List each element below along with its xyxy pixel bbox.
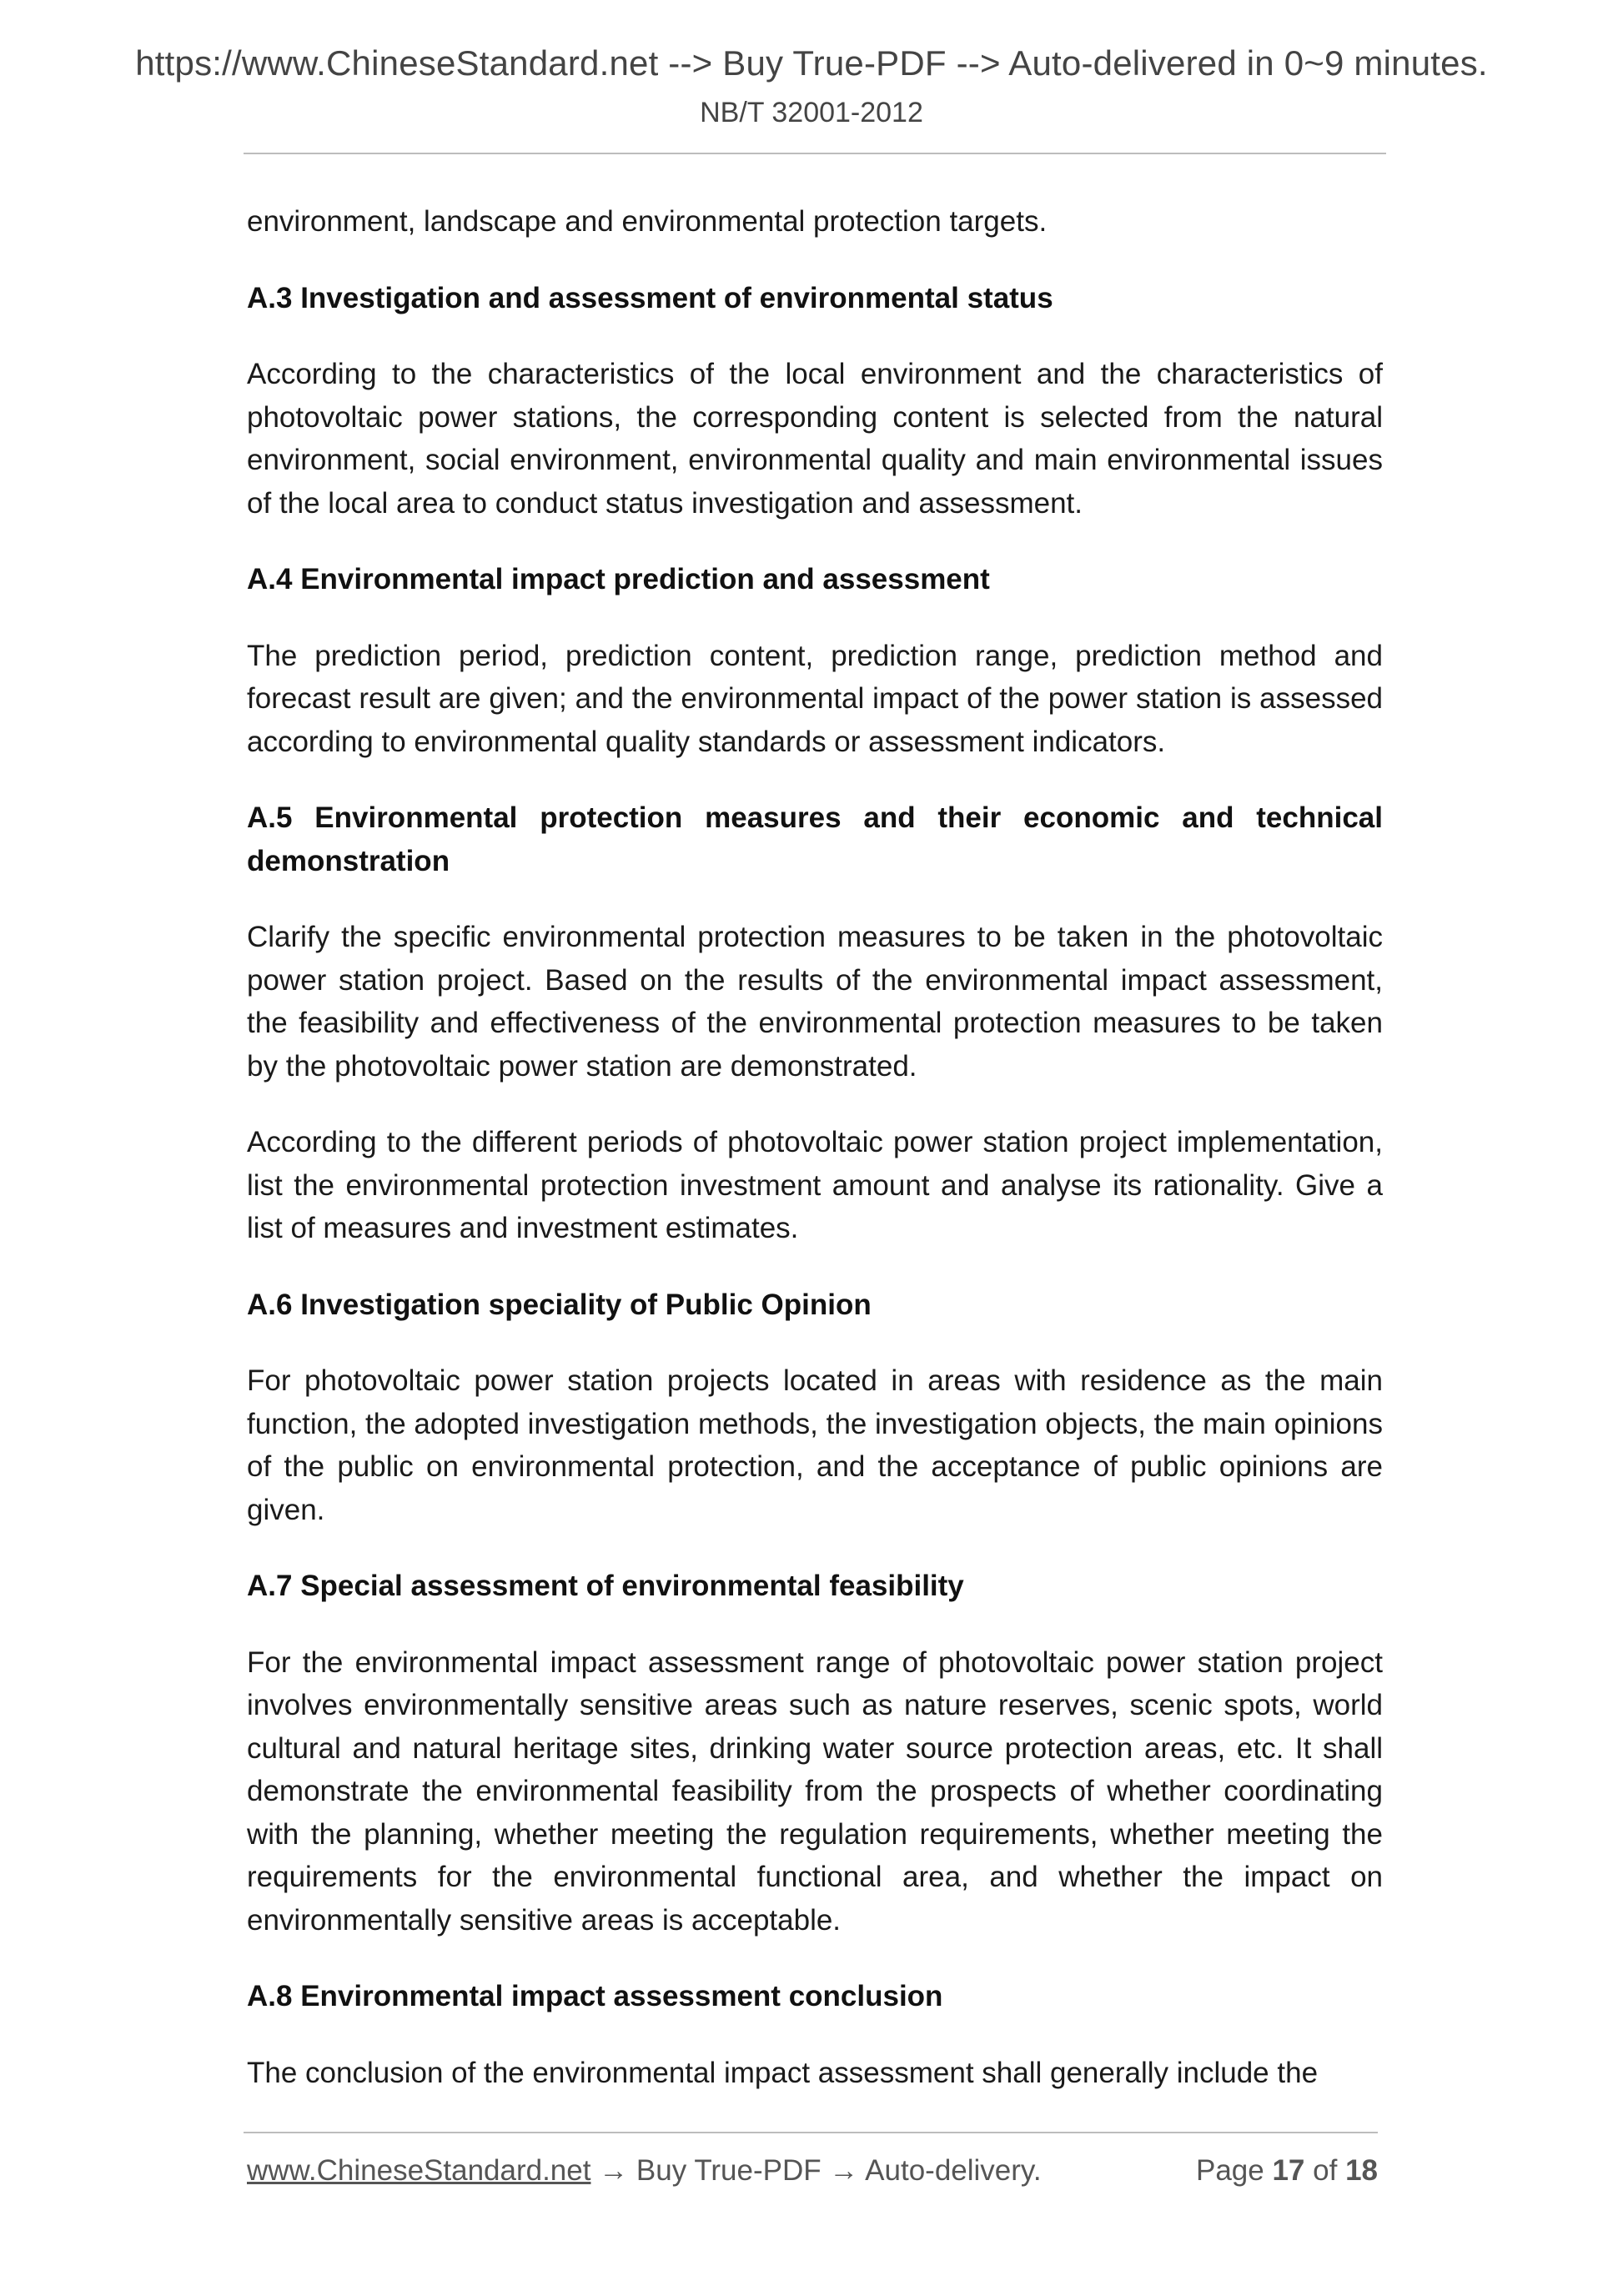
heading-a5: A.5 Environmental protection measures and their economic and technical demonstration: [247, 801, 1383, 877]
paragraph-a3: According to the characteristics of the local environment and the characteristics of photovoltaic power stations, the corresponding content is selected from the natural environment, social environment, environmental quality and main environmental issues of the local area to conduct status investigation and assessment.: [247, 358, 1383, 520]
paragraph-a6: For photovoltaic power station projects located in areas with residence as the main function, the adopted investigation methods, the investigation objects, the main opinions of the public on environmental protection, and the acceptance of public opinions are given.: [247, 1364, 1383, 1526]
heading-a4: A.4 Environmental impact prediction and assessment: [247, 563, 990, 595]
paragraph-a8: The conclusion of the environmental impact assessment shall generally include the: [247, 2056, 1319, 2089]
header-divider: [244, 153, 1386, 154]
heading-a7: A.7 Special assessment of environmental feasibility: [247, 1570, 964, 1602]
heading-a3: A.3 Investigation and assessment of environmental status: [247, 281, 1053, 314]
footer-promo-text: → Buy True-PDF → Auto-delivery.: [590, 2154, 1042, 2187]
paragraph-continuation: environment, landscape and environmental protection targets.: [247, 205, 1048, 238]
top-banner: https://www.ChineseStandard.net --> Buy True-PDF --> Auto-delivered in 0~9 minutes.: [135, 43, 1488, 83]
page-label: Page: [1195, 2154, 1264, 2187]
footer-promo: [247, 2154, 1042, 2188]
paragraph-a4: The prediction period, prediction content, prediction range, prediction method and forecast result are given; and the environmental impact of the power station is assessed according to environmental quality standards or assessment indicators.: [247, 639, 1383, 758]
of-label: of: [1313, 2154, 1338, 2187]
document-body: [247, 200, 1383, 2128]
current-page: 17: [1272, 2154, 1305, 2187]
heading-a8: A.8 Environmental impact assessment conclusion: [247, 1980, 943, 2012]
footer-site-link[interactable]: www.ChineseStandard.net: [247, 2154, 591, 2187]
footer-divider: [244, 2132, 1378, 2133]
paragraph-a5-1: Clarify the specific environmental protection measures to be taken in the photovoltaic power station project. Based on the results of the environmental impact assessment, the feasibility and effectiveness of the environmental protection measures to be taken by the photovoltaic power station are demonstrated.: [247, 921, 1383, 1083]
total-pages: 18: [1345, 2154, 1378, 2187]
paragraph-a5-2: According to the different periods of photovoltaic power station project implementation, list the environmental protection investment amount and analyse its rationality. Give a list of measures and investment estimates.: [247, 1126, 1383, 1244]
heading-a6: A.6 Investigation speciality of Public Opinion: [247, 1288, 872, 1321]
paragraph-a7: For the environmental impact assessment range of photovoltaic power station project involves environmentally sensitive areas such as nature reserves, scenic spots, world cultural and natural heritage sites, drinking water source protection areas, etc. It shall demonstrate the environmental feasibility from the prospects of whether coordinating with the planning, whether meeting the regulation requirements, whether meeting the requirements for the environmental functional area, and whether the impact on environmentally sensitive areas is acceptable.: [247, 1645, 1383, 1937]
document-code: NB/T 32001-2012: [700, 97, 923, 128]
page-number: [1196, 2154, 1378, 2188]
